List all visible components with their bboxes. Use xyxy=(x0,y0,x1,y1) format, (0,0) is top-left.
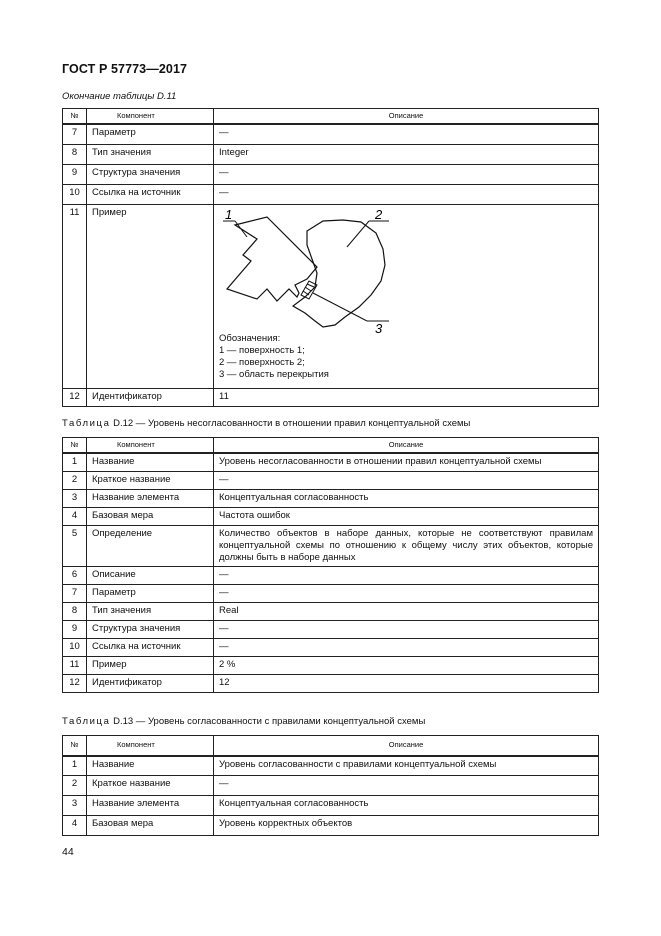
row-component: Тип значения xyxy=(87,144,214,164)
row-component: Название элемента xyxy=(87,489,214,507)
row-component: Идентификатор xyxy=(87,674,214,692)
table-row xyxy=(63,638,599,656)
row-description-example xyxy=(214,204,599,388)
row-component: Пример xyxy=(87,656,214,674)
row-description: 2 % xyxy=(214,656,599,674)
row-component: Краткое название xyxy=(87,471,214,489)
page-number: 44 xyxy=(62,846,74,858)
column-header-number: № xyxy=(63,736,87,756)
row-description: — xyxy=(214,620,599,638)
row-description: Концептуальная согласованность xyxy=(214,796,599,816)
table-row xyxy=(63,144,599,164)
row-number: 4 xyxy=(63,816,87,836)
table-row xyxy=(63,602,599,620)
row-description: — xyxy=(214,584,599,602)
row-component: Базовая мера xyxy=(87,507,214,525)
row-number: 11 xyxy=(63,204,87,388)
overlap-area xyxy=(301,281,317,299)
table-row xyxy=(63,525,599,566)
column-header-component: Компонент xyxy=(87,438,214,454)
row-description: 12 xyxy=(214,674,599,692)
row-component: Параметр xyxy=(87,124,214,144)
column-header-description: Описание xyxy=(214,109,599,125)
table-row xyxy=(63,453,599,471)
table-d11-caption: Окончание таблицы D.11 xyxy=(62,91,177,102)
table-caption-title: D.12 — Уровень несогласованности в отношении правил концептуальной схемы xyxy=(113,418,471,429)
table-caption-prefix: Таблица xyxy=(62,418,111,429)
row-number: 1 xyxy=(63,756,87,776)
row-component: Определение xyxy=(87,525,214,566)
column-header-number: № xyxy=(63,438,87,454)
row-number: 7 xyxy=(63,124,87,144)
table-row xyxy=(63,124,599,144)
legend-item: 1 — поверхность 1; xyxy=(219,344,305,356)
row-number: 12 xyxy=(63,674,87,692)
row-number: 9 xyxy=(63,164,87,184)
row-number: 8 xyxy=(63,602,87,620)
row-component: Ссылка на источник xyxy=(87,184,214,204)
table-row xyxy=(63,388,599,406)
row-number: 10 xyxy=(63,184,87,204)
column-header-number: № xyxy=(63,109,87,125)
row-component: Название xyxy=(87,756,214,776)
table-row xyxy=(63,816,599,836)
overlap-figure xyxy=(219,209,399,333)
row-number: 2 xyxy=(63,471,87,489)
table-d13 xyxy=(62,735,599,836)
table-row xyxy=(63,656,599,674)
row-number: 4 xyxy=(63,507,87,525)
row-component: Базовая мера xyxy=(87,816,214,836)
row-description: Уровень корректных объектов xyxy=(214,816,599,836)
row-description: — xyxy=(214,164,599,184)
row-number: 12 xyxy=(63,388,87,406)
table-row xyxy=(63,620,599,638)
row-description: 11 xyxy=(214,388,599,406)
document-header: ГОСТ Р 57773—2017 xyxy=(62,62,188,76)
row-number: 1 xyxy=(63,453,87,471)
row-component: Название xyxy=(87,453,214,471)
figure-label-1: 1 xyxy=(225,208,233,222)
table-row xyxy=(63,566,599,584)
row-description: Real xyxy=(214,602,599,620)
label-2-leader xyxy=(347,221,369,247)
table-row xyxy=(63,489,599,507)
table-row xyxy=(63,796,599,816)
legend-item: 2 — поверхность 2; xyxy=(219,356,305,368)
table-row xyxy=(63,776,599,796)
row-component: Структура значения xyxy=(87,620,214,638)
row-description: — xyxy=(214,638,599,656)
row-number: 6 xyxy=(63,566,87,584)
row-component: Структура значения xyxy=(87,164,214,184)
table-d13-caption xyxy=(62,716,425,727)
row-description: — xyxy=(214,471,599,489)
column-header-component: Компонент xyxy=(87,736,214,756)
column-header-description: Описание xyxy=(214,736,599,756)
row-description: Уровень несогласованности в отношении правил концептуальной схемы xyxy=(214,453,599,471)
column-header-description: Описание xyxy=(214,438,599,454)
row-component: Параметр xyxy=(87,584,214,602)
row-number: 5 xyxy=(63,525,87,566)
row-description: Концептуальная согласованность xyxy=(214,489,599,507)
table-row xyxy=(63,507,599,525)
table-row xyxy=(63,471,599,489)
row-number: 3 xyxy=(63,796,87,816)
table-row-example xyxy=(63,204,599,388)
legend-item: 3 — область перекрытия xyxy=(219,368,329,380)
row-number: 9 xyxy=(63,620,87,638)
row-component: Идентификатор xyxy=(87,388,214,406)
row-description: — xyxy=(214,124,599,144)
row-component: Название элемента xyxy=(87,796,214,816)
row-component: Краткое название xyxy=(87,776,214,796)
row-description: — xyxy=(214,776,599,796)
column-header-component: Компонент xyxy=(87,109,214,125)
row-number: 8 xyxy=(63,144,87,164)
surface-1-shape xyxy=(227,217,317,301)
row-description: Количество объектов в наборе данных, которые не соответствуют правилам концептуальной схемы по отношению к общему числу этих объектов, которые должны быть в наборе данных xyxy=(214,525,599,566)
table-row xyxy=(63,674,599,692)
row-description: Integer xyxy=(214,144,599,164)
table-d11 xyxy=(62,108,599,407)
row-number: 7 xyxy=(63,584,87,602)
row-component: Тип значения xyxy=(87,602,214,620)
row-number: 2 xyxy=(63,776,87,796)
row-description: — xyxy=(214,566,599,584)
table-caption-title: D.13 — Уровень согласованности с правилами концептуальной схемы xyxy=(113,716,426,727)
row-component: Пример xyxy=(87,204,214,388)
table-d12-caption xyxy=(62,418,470,429)
row-number: 11 xyxy=(63,656,87,674)
row-description: — xyxy=(214,184,599,204)
row-description: Частота ошибок xyxy=(214,507,599,525)
surface-2-shape xyxy=(293,220,385,327)
table-row xyxy=(63,164,599,184)
table-row xyxy=(63,584,599,602)
figure-label-2: 2 xyxy=(375,208,383,222)
table-d12 xyxy=(62,437,599,693)
figure-label-3: 3 xyxy=(375,320,383,333)
row-component: Описание xyxy=(87,566,214,584)
row-number: 10 xyxy=(63,638,87,656)
row-description: Уровень согласованности с правилами концептуальной схемы xyxy=(214,756,599,776)
table-row xyxy=(63,184,599,204)
table-caption-prefix: Таблица xyxy=(62,716,111,727)
row-number: 3 xyxy=(63,489,87,507)
table-row xyxy=(63,756,599,776)
row-component: Ссылка на источник xyxy=(87,638,214,656)
legend-title: Обозначения: xyxy=(219,332,281,344)
